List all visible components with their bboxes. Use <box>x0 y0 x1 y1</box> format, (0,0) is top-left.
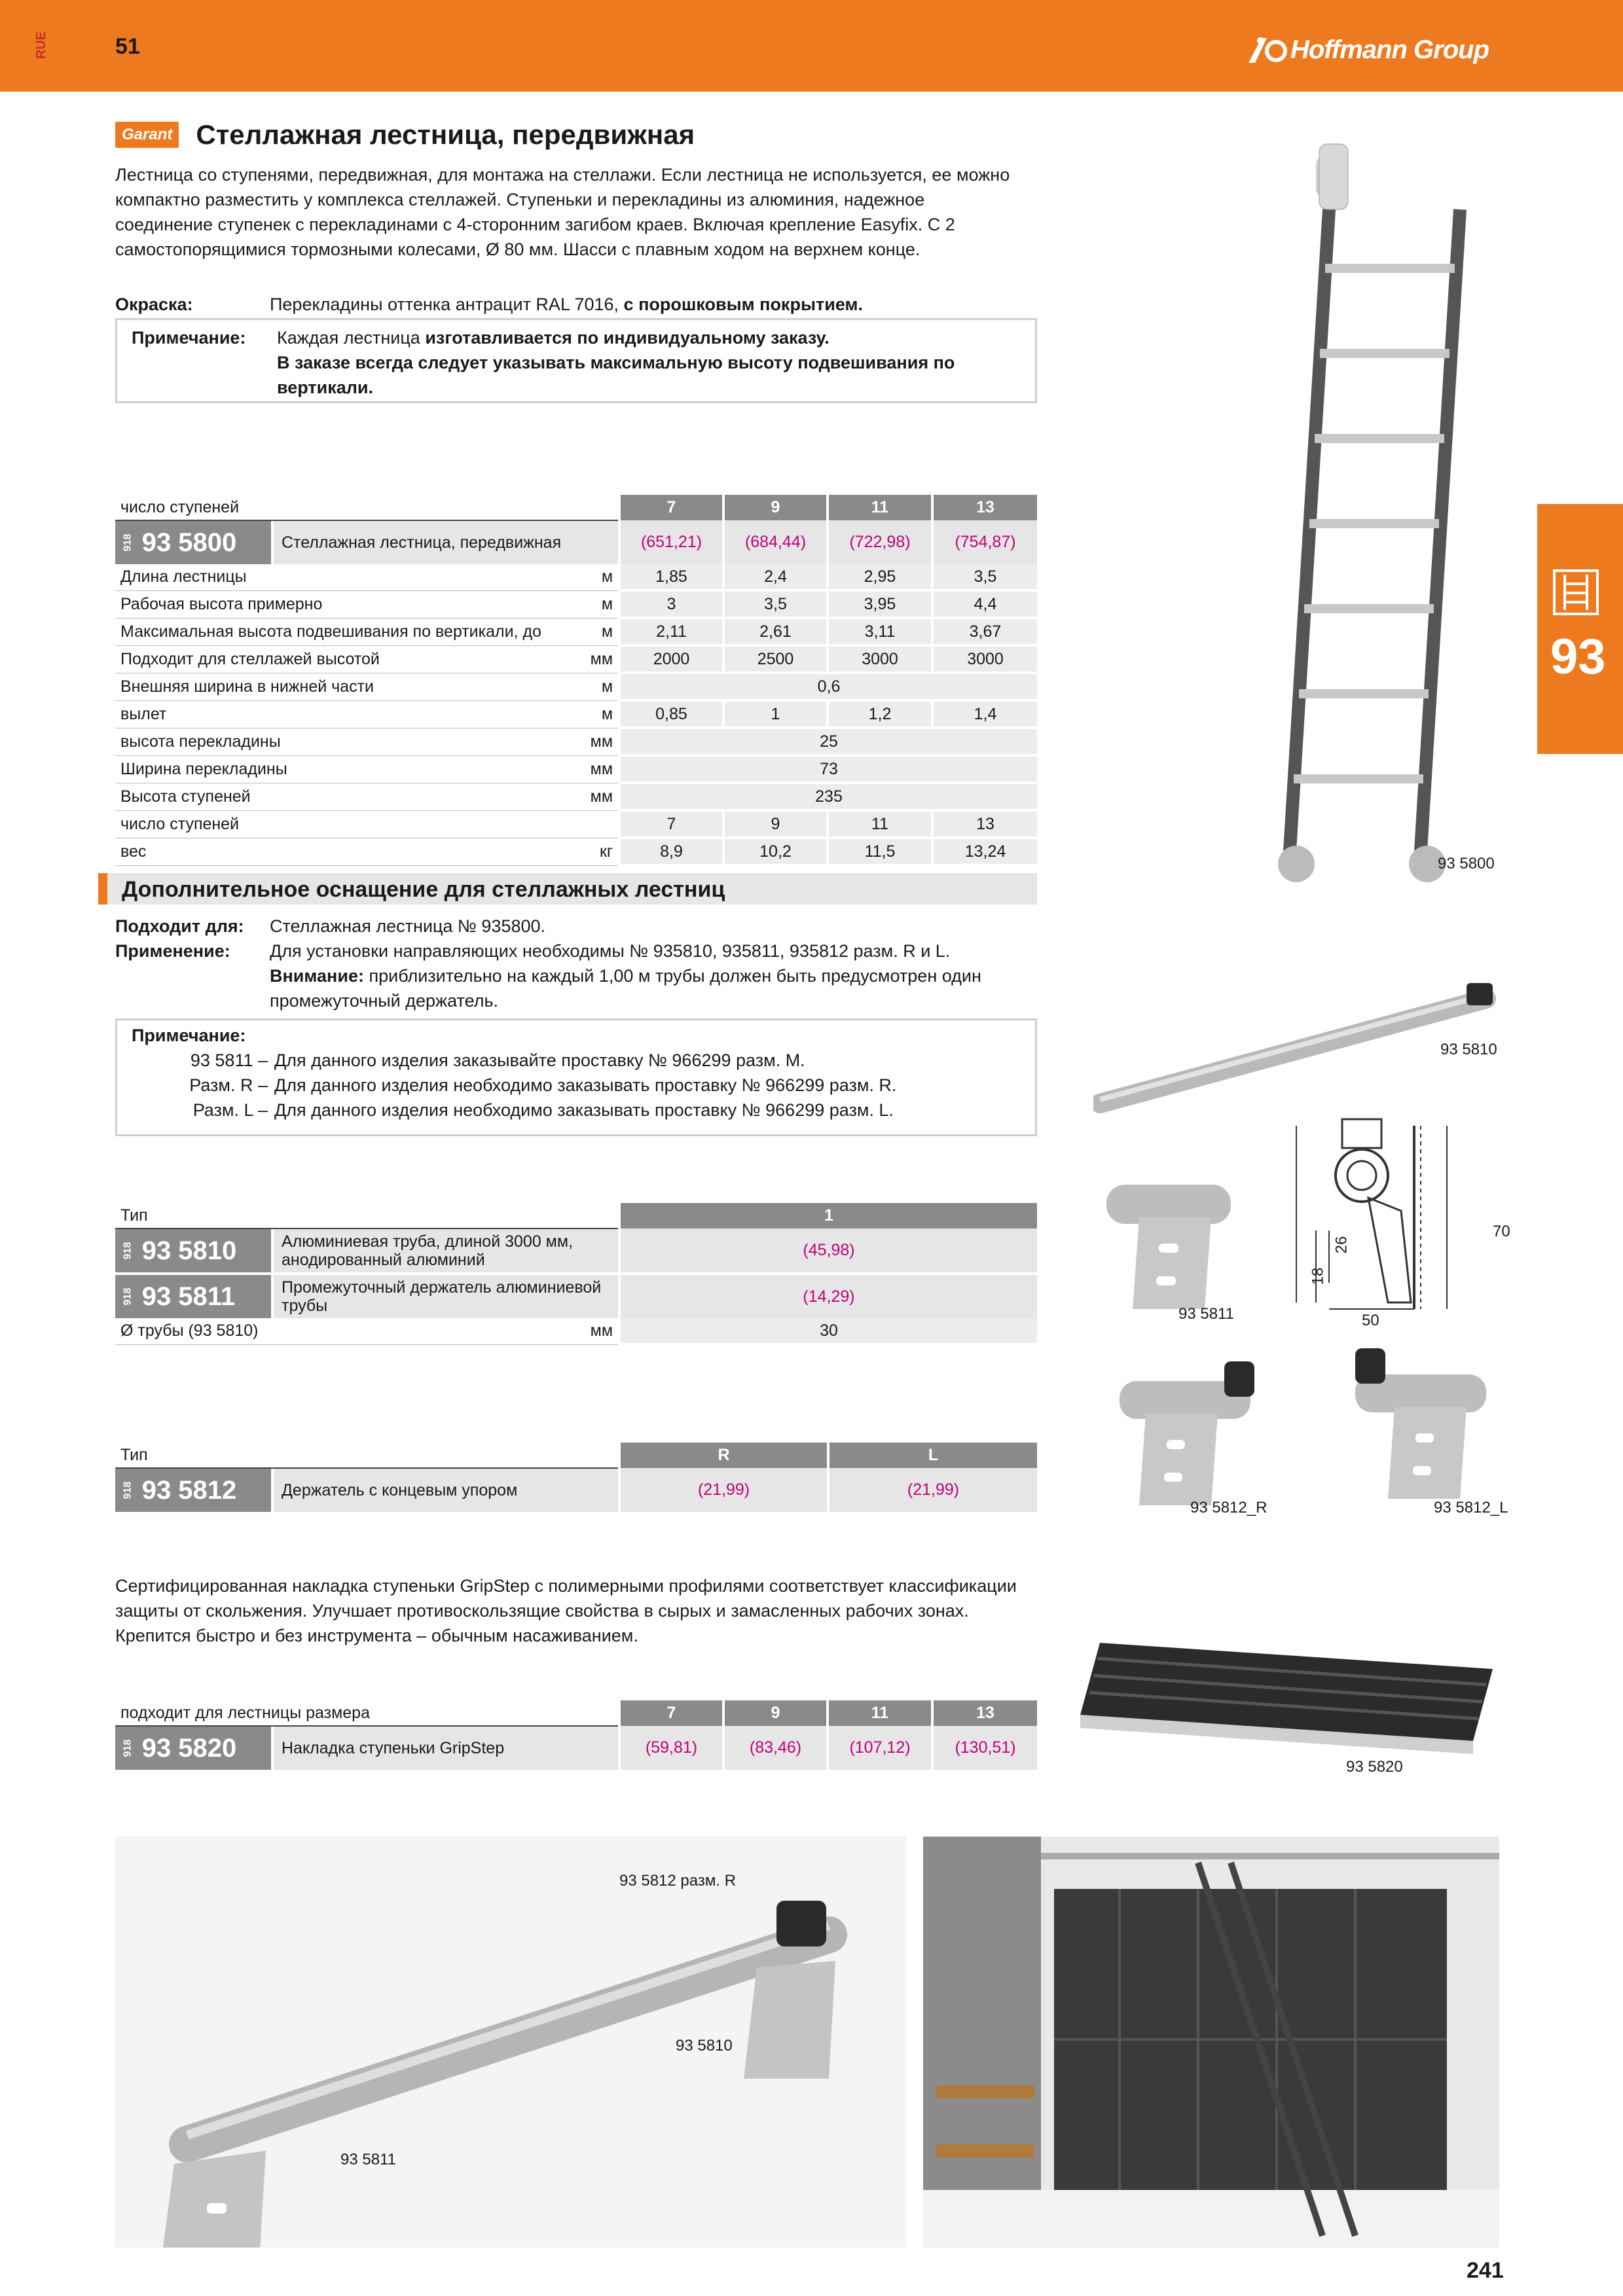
dimension-label: 70 <box>1493 1223 1510 1240</box>
dimension-label: 18 <box>1309 1267 1327 1285</box>
spec-value: 1 <box>723 700 828 728</box>
tube-caption: 93 5810 <box>1440 1041 1497 1058</box>
attention-text: приблизительно на каждый 1,00 м трубы должен быть предусмотрен один промежуточный держатель. <box>270 966 981 1011</box>
spec-unit: мм <box>574 645 619 673</box>
spec-name: Ширина перекладины <box>115 755 574 783</box>
spec-value: 3,5 <box>723 590 828 618</box>
assembly-r-caption: 93 5812 разм. R <box>619 1872 737 1890</box>
fits-text: Стеллажная лестница № 935800. <box>270 916 545 936</box>
hoffmann-logo <box>1247 31 1509 71</box>
article-number: 918 93 5820 <box>115 1727 271 1770</box>
use-text: Для установки направляющих необходимы № 935810, 935811, 935812 разм. R и L. <box>270 941 951 961</box>
spec-value: 4,4 <box>932 590 1037 618</box>
note-text: Для данного изделия необходимо заказывать проставку № 966299 разм. L. <box>274 1100 894 1120</box>
gripstep-table <box>115 1700 1037 1770</box>
gripstep-caption: 93 5820 <box>1346 1758 1403 1776</box>
col-header: 9 <box>723 495 828 520</box>
note-bold-2: В заказе всегда следует указывать максимальную высоту подвешивания по вертикали. <box>277 353 955 397</box>
price: (21,99) <box>828 1468 1037 1512</box>
spec-unit: кг <box>574 838 619 865</box>
spec-value: 3,67 <box>932 618 1037 645</box>
price: (107,12) <box>828 1726 932 1770</box>
note-key: Разм. L – <box>192 1100 268 1120</box>
finish-line <box>115 292 1032 317</box>
price: (722,98) <box>828 520 932 564</box>
language-code: RUE <box>34 31 48 60</box>
spec-unit <box>574 810 619 838</box>
price: (83,46) <box>723 1726 828 1770</box>
finish-text: Перекладины оттенка антрацит RAL 7016, <box>270 295 619 314</box>
price: (14,29) <box>619 1274 1037 1318</box>
col-header: 11 <box>828 495 932 520</box>
col-header: 11 <box>828 1700 932 1726</box>
note-text: Каждая лестница <box>277 328 420 348</box>
product-description: Лестница со ступенями, передвижная, для монтажа на стеллажи. Если лестница не используется, ее можно компактно разместить у комплекса стеллажей. Ступеньки и перекладины из алюминия, надежное соединение ступенек с перекладинами с 4-сторонним загибом краев. Включая крепление Easyfix. С 2 самостопорящимися тормозными колесами, Ø 80 мм. Шасси с плавным ходом на верхнем конце. <box>115 165 1010 259</box>
article-number: 918 93 5812 <box>115 1469 271 1512</box>
spec-value: 10,2 <box>723 838 828 865</box>
dimension-label: 50 <box>1362 1312 1379 1329</box>
page-number: 241 <box>1467 2258 1504 2283</box>
spec-value: 2500 <box>723 645 828 673</box>
assembly-holder-caption: 93 5811 <box>340 2151 396 2168</box>
type-header-label: Тип <box>115 1443 619 1468</box>
spec-unit: м <box>574 673 619 700</box>
spec-value: 11,5 <box>828 838 932 865</box>
spec-value: 3000 <box>932 645 1037 673</box>
article-prefix: 918 <box>122 1739 134 1757</box>
spec-value: 13 <box>932 810 1037 838</box>
size-header-label: подходит для лестницы размера <box>115 1700 619 1726</box>
spec-name: Длина лестницы <box>115 564 574 590</box>
dimension-label: 26 <box>1332 1236 1351 1254</box>
attention-label: Внимание: <box>270 966 364 986</box>
price: (21,99) <box>619 1468 828 1512</box>
price: (59,81) <box>619 1726 723 1770</box>
article-number: 918 93 5800 <box>115 521 271 564</box>
price: (651,21) <box>619 520 723 564</box>
note-key: 93 5811 – <box>190 1050 268 1070</box>
article-description: Стеллажная лестница, передвижная <box>274 521 618 564</box>
gripstep-description: Сертифицированная накладка ступеньки GripStep с полимерными профилями соответствует классификации защиты от скольжения. Улучшает противоскользящие свойства в сырых и замасленных рабочих зонах. Крепится быстро и без инструмента – обычным насаживанием. <box>115 1576 1017 1645</box>
garant-logo: Garant <box>115 122 179 148</box>
accessories-note-box <box>115 1018 1037 1136</box>
chapter-tab <box>1537 504 1623 754</box>
spec-unit: мм <box>574 728 619 755</box>
ladder-icon <box>1553 569 1599 615</box>
spec-name: Максимальная высота подвешивания по вертикали, до <box>115 618 574 645</box>
spec-value: 8,9 <box>619 838 723 865</box>
ladder-caption: 93 5800 <box>1438 855 1495 872</box>
holder-r-image <box>1106 1361 1277 1512</box>
article-prefix: 918 <box>122 533 134 552</box>
holder-image <box>1093 1158 1250 1316</box>
spec-value: 3,11 <box>828 618 932 645</box>
spec-unit: м <box>574 700 619 728</box>
holder-r-caption: 93 5812_R <box>1190 1499 1267 1516</box>
note-bold-1: изготавливается по индивидуальному заказу. <box>425 328 830 348</box>
col-header: 13 <box>932 495 1037 520</box>
holder-l-caption: 93 5812_L <box>1434 1499 1508 1516</box>
spec-value: 0,6 <box>619 673 1037 700</box>
article-description: Держатель с концевым упором <box>274 1469 618 1512</box>
col-header: R <box>619 1443 828 1468</box>
col-header: 7 <box>619 495 723 520</box>
col-header: 13 <box>932 1700 1037 1726</box>
spec-value: 0,85 <box>619 700 723 728</box>
article-description: Накладка ступеньки GripStep <box>274 1727 618 1770</box>
spec-value: 1,4 <box>932 700 1037 728</box>
spec-unit: м <box>574 564 619 590</box>
page-number-top: 51 <box>115 34 140 59</box>
article-number: 918 93 5810 <box>115 1229 271 1272</box>
spec-unit: мм <box>574 755 619 783</box>
price: (684,44) <box>723 520 828 564</box>
note-key: Разм. R – <box>189 1075 268 1095</box>
finish-label: Окраска: <box>115 295 193 314</box>
spec-value: 2,11 <box>619 618 723 645</box>
assembly-image <box>115 1837 906 2248</box>
spec-value: 73 <box>619 755 1037 783</box>
steps-header-label: число ступеней <box>115 495 619 520</box>
section-title: Дополнительное оснащение для стеллажных лестниц <box>122 877 725 902</box>
spec-value: 3,5 <box>932 564 1037 590</box>
spec-value: 1,2 <box>828 700 932 728</box>
spec-value: 3,95 <box>828 590 932 618</box>
spec-value: 9 <box>723 810 828 838</box>
spec-unit: м <box>574 618 619 645</box>
spec-value: 11 <box>828 810 932 838</box>
price: (45,98) <box>619 1229 1037 1274</box>
spec-name: вылет <box>115 700 574 728</box>
spec-unit: мм <box>574 783 619 810</box>
diameter-value: 30 <box>619 1318 1037 1344</box>
spec-name: вес <box>115 838 574 865</box>
spec-value: 3 <box>619 590 723 618</box>
spec-unit: м <box>574 590 619 618</box>
fits-label: Подходит для: <box>115 916 244 936</box>
col-header: L <box>828 1443 1037 1468</box>
holder-table <box>115 1443 1037 1512</box>
holder-l-image <box>1336 1348 1506 1505</box>
diameter-unit: мм <box>574 1318 619 1344</box>
hoffmann-mark-icon <box>1247 35 1288 64</box>
spec-name: Внешняя ширина в нижней части <box>115 673 574 700</box>
spec-name: число ступеней <box>115 810 574 838</box>
spec-value: 2,61 <box>723 618 828 645</box>
article-prefix: 918 <box>122 1287 134 1306</box>
tube-table <box>115 1203 1037 1346</box>
accessories-note-label: Примечание: <box>132 1026 246 1045</box>
type-header-label: Тип <box>115 1203 619 1229</box>
spec-value: 2,95 <box>828 564 932 590</box>
note-label: Примечание: <box>132 328 246 348</box>
accessories-info <box>115 914 1038 1013</box>
ladder-image <box>1218 131 1480 903</box>
company-name: Hoffmann Group <box>1290 35 1489 64</box>
article-description: Промежуточный держатель алюминиевой трубы <box>274 1275 618 1318</box>
spec-name: Рабочая высота примерно <box>115 590 574 618</box>
article-number: 918 93 5811 <box>115 1275 271 1318</box>
spec-value: 7 <box>619 810 723 838</box>
dimension-drawing <box>1270 1113 1510 1329</box>
spec-name: высота перекладины <box>115 728 574 755</box>
note-text: Для данного изделия необходимо заказывать проставку № 966299 разм. R. <box>274 1075 897 1095</box>
spec-value: 25 <box>619 728 1037 755</box>
accessories-section-bar <box>98 873 1037 905</box>
article-prefix: 918 <box>122 1481 134 1499</box>
assembly-tube-caption: 93 5810 <box>676 2037 733 2054</box>
page-title: Стеллажная лестница, передвижная <box>196 119 695 150</box>
spec-value: 3000 <box>828 645 932 673</box>
price: (130,51) <box>932 1726 1037 1770</box>
gripstep-image <box>1074 1630 1506 1754</box>
spec-value: 2000 <box>619 645 723 673</box>
spec-name: Высота ступеней <box>115 783 574 810</box>
ladder-spec-table <box>115 495 1037 867</box>
spec-value: 235 <box>619 783 1037 810</box>
holder-caption: 93 5811 <box>1178 1305 1234 1323</box>
article-description: Алюминиевая труба, длиной 3000 мм, анодированный алюминий <box>274 1229 618 1272</box>
note-text: Для данного изделия заказывайте проставку № 966299 разм. M. <box>274 1050 805 1070</box>
diameter-label: Ø трубы (93 5810) <box>115 1318 574 1344</box>
col-header: 1 <box>619 1203 1037 1229</box>
use-label: Применение: <box>115 941 230 961</box>
article-prefix: 918 <box>122 1242 134 1260</box>
spec-value: 1,85 <box>619 564 723 590</box>
spec-value: 2,4 <box>723 564 828 590</box>
finish-bold: с порошковым покрытием. <box>623 295 863 314</box>
spec-value: 13,24 <box>932 838 1037 865</box>
price: (754,87) <box>932 520 1037 564</box>
col-header: 7 <box>619 1700 723 1726</box>
col-header: 9 <box>723 1700 828 1726</box>
chapter-number: 93 <box>1550 629 1606 685</box>
spec-name: Подходит для стеллажей высотой <box>115 645 574 673</box>
showroom-photo <box>923 1837 1499 2248</box>
note-box <box>115 318 1037 403</box>
